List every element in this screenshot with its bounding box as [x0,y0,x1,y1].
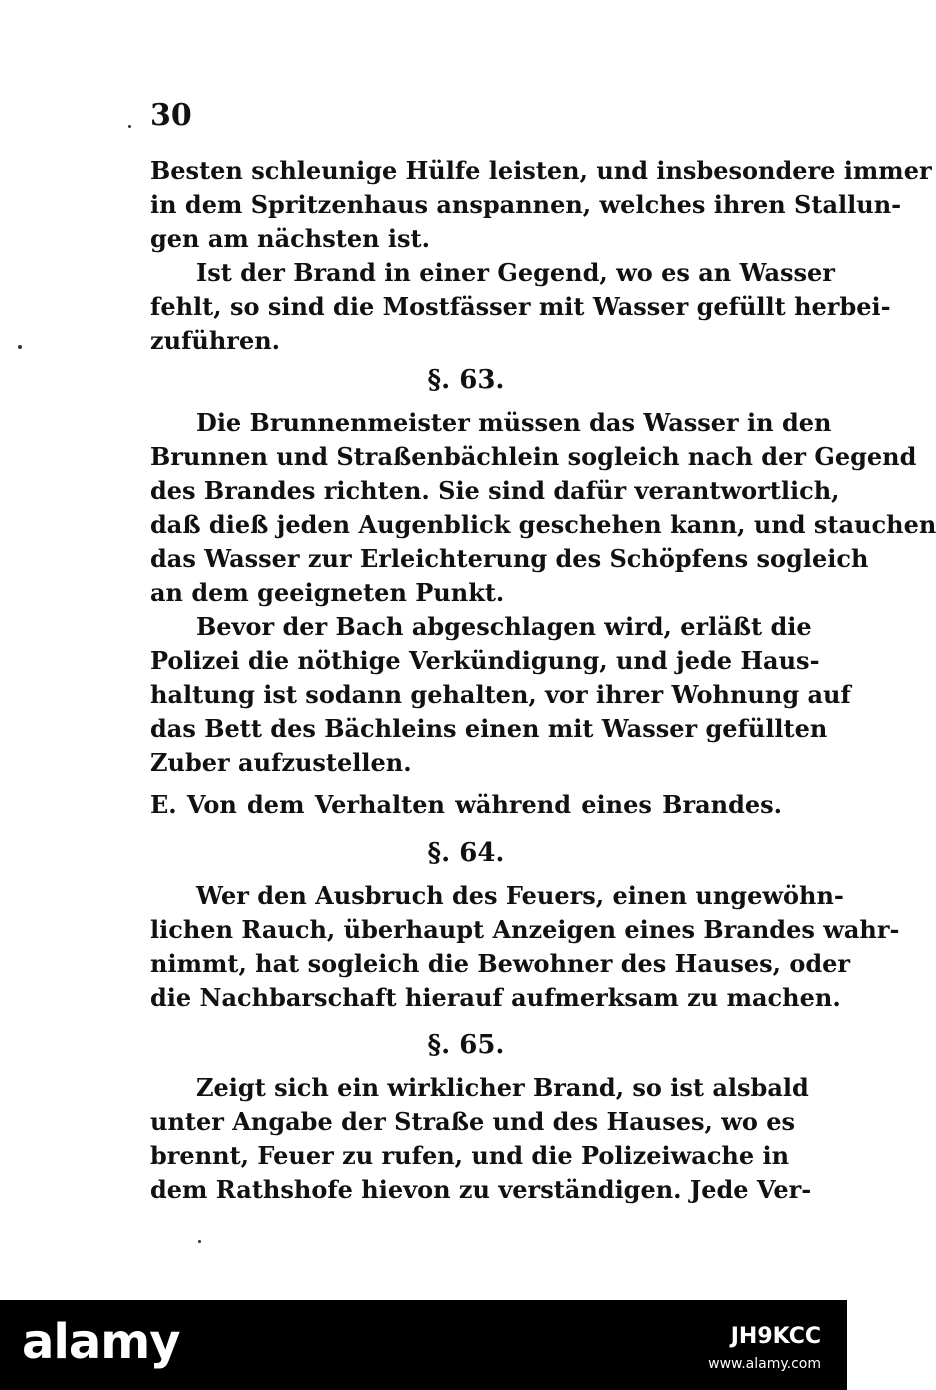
page-number: 30 [150,98,192,133]
section-heading: §. 63. [427,365,505,395]
text-line: Zuber aufzustellen. [150,748,412,777]
text-line: lichen Rauch, überhaupt Anzeigen eines Brandes wahr- [150,915,900,944]
text-line: das Wasser zur Erleichterung des Schöpfens sogleich [150,544,869,573]
paper-speck [198,1240,201,1243]
text-line: dem Rathshofe hievon zu verständigen. Jede Ver- [150,1175,812,1204]
text-line: Bevor der Bach abgeschlagen wird, erläßt die [196,612,812,641]
text-line: Zeigt sich ein wirklicher Brand, so ist alsbald [196,1073,809,1102]
watermark-url: www.alamy.com [708,1356,821,1372]
paper-speck [128,125,131,128]
text-line: daß dieß jeden Augenblick geschehen kann, und stauchen [150,510,936,539]
watermark-image-id: JH9KCC [730,1324,821,1349]
text-line: fehlt, so sind die Mostfässer mit Wasser gefüllt herbei- [150,292,891,321]
text-line: des Brandes richten. Sie sind dafür verantwortlich, [150,476,840,505]
text-line: Ist der Brand in einer Gegend, wo es an Wasser [196,258,835,287]
text-line: Wer den Ausbruch des Feuers, einen ungewöhn- [196,881,844,910]
text-line: gen am nächsten ist. [150,224,430,253]
text-line: Polizei die nöthige Verkündigung, und jede Haus- [150,646,820,675]
section-heading: §. 64. [427,838,505,868]
watermark-logo: alamy [22,1314,180,1370]
text-line: die Nachbarschaft hierauf aufmerksam zu machen. [150,983,841,1012]
text-line: Die Brunnenmeister müssen das Wasser in den [196,408,832,437]
text-line: brennt, Feuer zu rufen, und die Polizeiwache in [150,1141,790,1170]
paper-speck [18,345,22,349]
text-line: unter Angabe der Straße und des Hauses, wo es [150,1107,796,1136]
text-line: an dem geeigneten Punkt. [150,578,505,607]
watermark-banner [0,1300,847,1390]
text-line: in dem Spritzenhaus anspannen, welches ihren Stallun- [150,190,902,219]
text-line: das Bett des Bächleins einen mit Wasser gefüllten [150,714,828,743]
text-line: haltung ist sodann gehalten, vor ihrer Wohnung auf [150,680,851,709]
text-line: zuführen. [150,326,281,355]
text-line: Brunnen und Straßenbächlein sogleich nach der Gegend [150,442,917,471]
section-heading: §. 65. [427,1030,505,1060]
text-line: nimmt, hat sogleich die Bewohner des Hauses, oder [150,949,851,978]
text-line: Besten schleunige Hülfe leisten, und insbesondere immer [150,156,932,185]
part-title: E. Von dem Verhalten während eines Brandes. [150,790,782,819]
